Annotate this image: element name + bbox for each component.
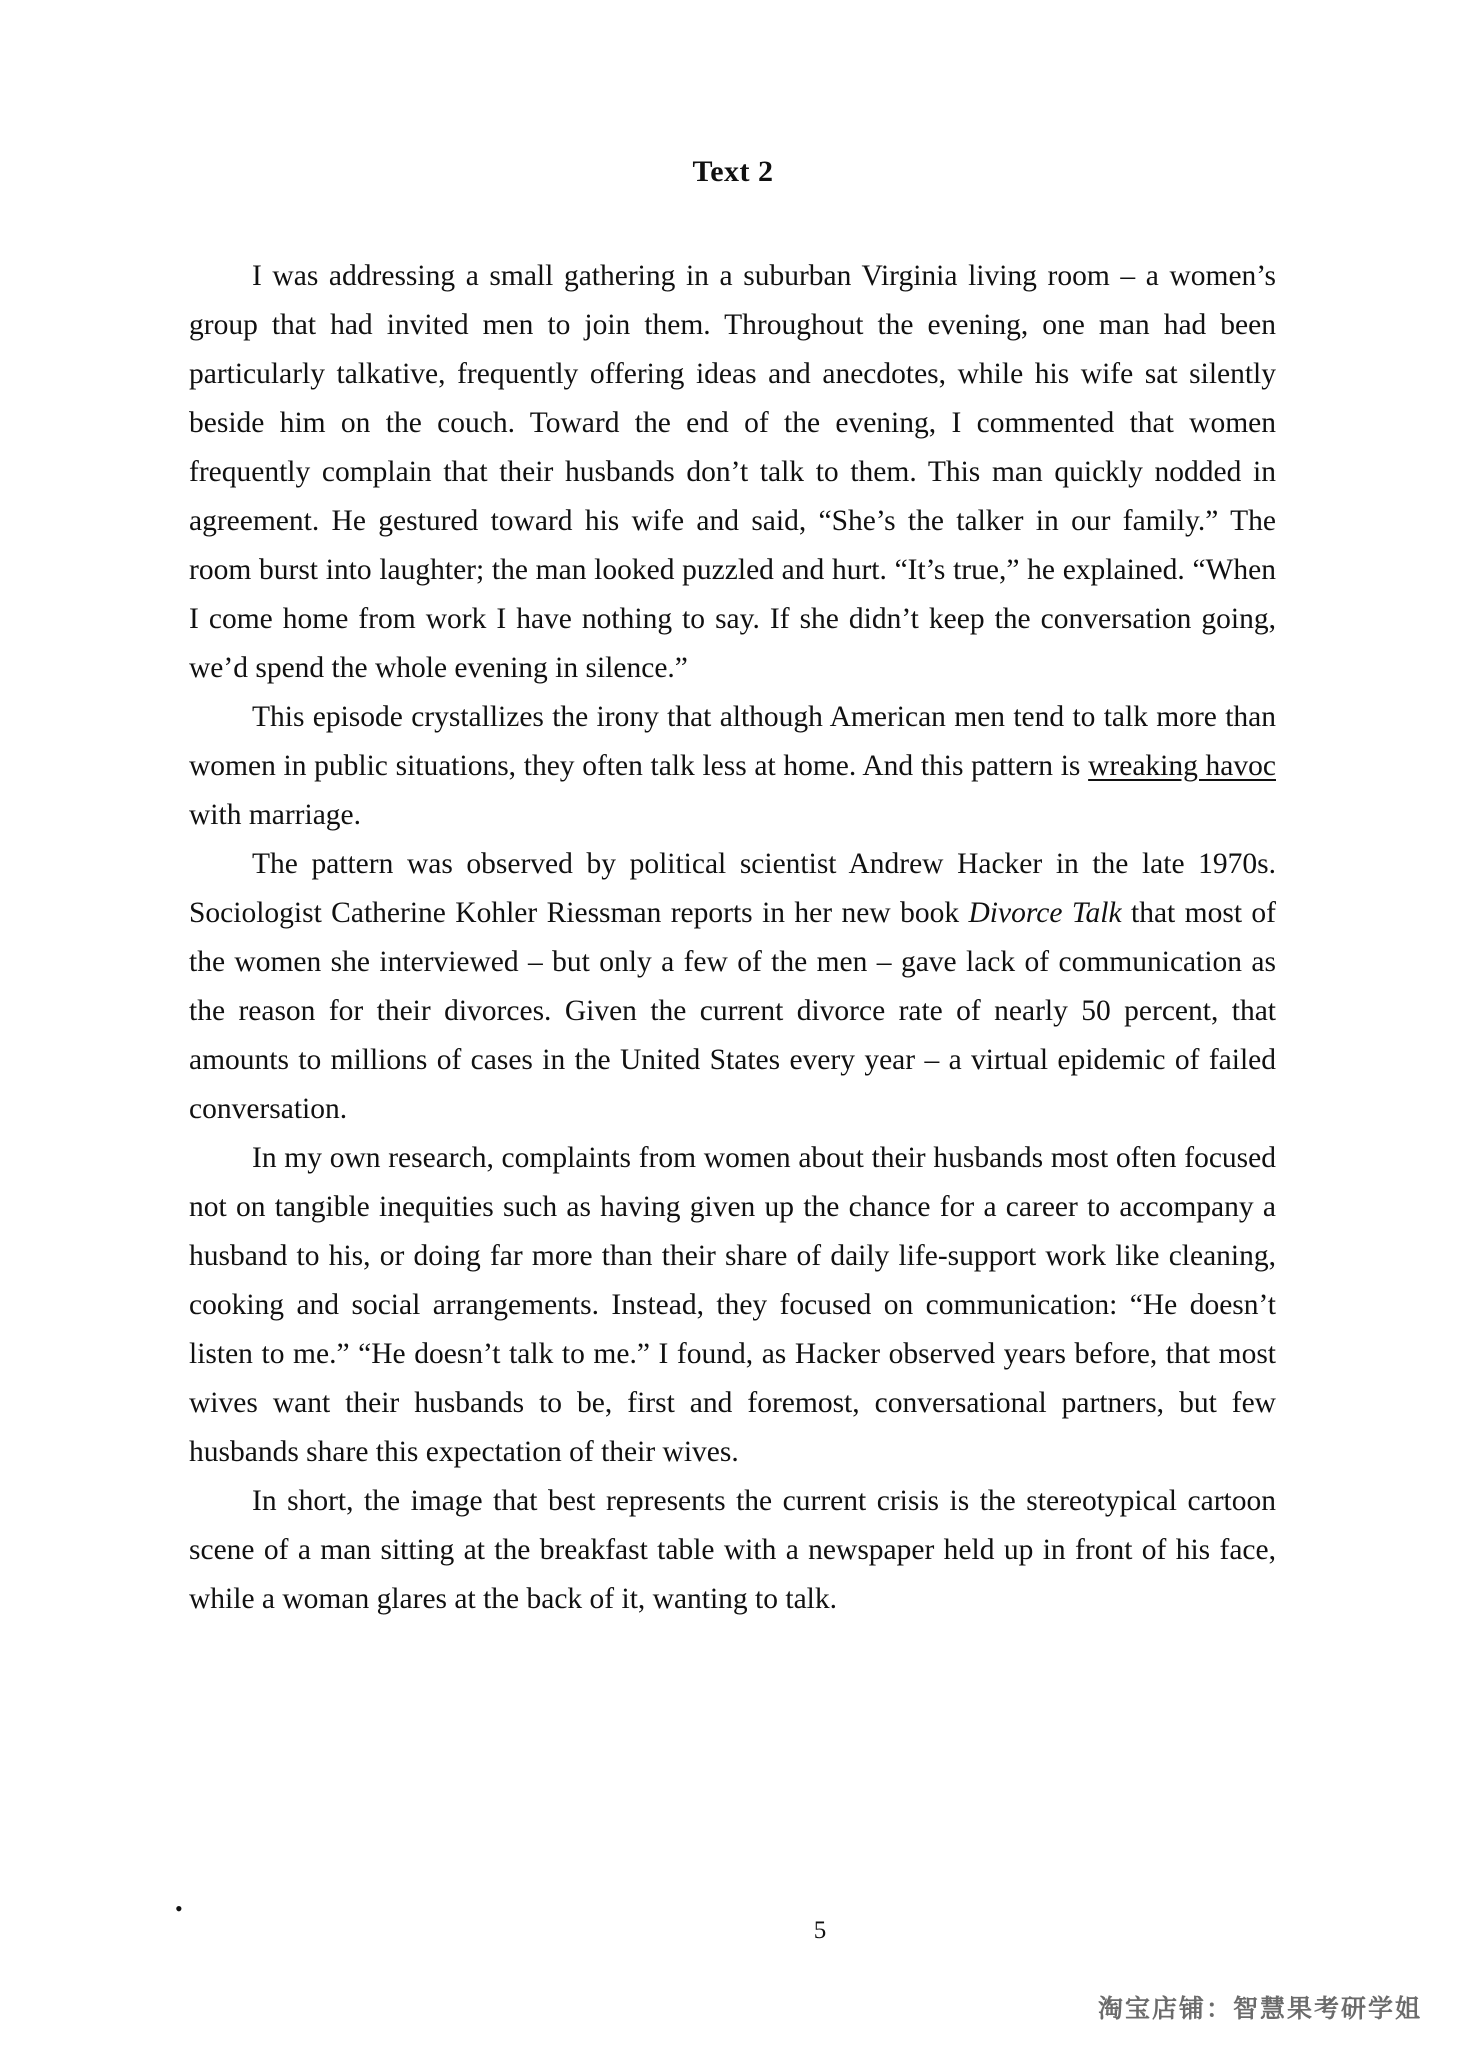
bullet-mark: • — [175, 1896, 183, 1921]
paragraph-3-before: The pattern was observed by political scientist Andrew Hacker in the late 1970s. Sociologist Catherine Kohler Riessman reports in her new book — [189, 848, 1276, 929]
paragraph-3-after: that most of the women she interviewed – but only a few of the men – gave lack of communication as the reason for their divorces. Given the current divorce rate of nearly 50 percent, that amounts to millions of cases in the United States every year – a virtual epidemic of failed conversation. — [189, 897, 1277, 1125]
paragraph-1: I was addressing a small gathering in a suburban Virginia living room – a women’s group that had invited men to join them. Throughout the evening, one man had been particularly talkative, frequently offering ideas and anecdotes, while his wife sat silently beside him on the couch. Toward the end of the evening, I commented that women frequently complain that their husbands don’t talk to them. This man quickly nodded in agreement. He gestured toward his wife and said, “She’s the talker in our family.” The room burst into laughter; the man looked puzzled and hurt. “It’s true,” he explained. “When I come home from work I have nothing to say. If she didn’t keep the conversation going, we’d spend the whole evening in silence.” — [189, 260, 1276, 684]
paragraph-2-after: with marriage. — [189, 799, 362, 831]
underlined-phrase: wreaking havoc — [1088, 750, 1276, 782]
paragraph-2-before: This episode crystallizes the irony that although American men tend to talk more than women in public situations, they often talk less at home. And this pattern is — [189, 701, 1276, 782]
paragraph-2 — [189, 693, 1276, 840]
shop-watermark: 淘宝店铺：智慧果考研学姐 — [1097, 1994, 1422, 2023]
page-number: 5 — [813, 1917, 827, 1944]
page-title: Text 2 — [692, 155, 774, 188]
paragraph-5: In short, the image that best represents the current crisis is the stereotypical cartoon scene of a man sitting at the breakfast table with a newspaper held up in front of his face, while a woman glares at the back of it, wanting to talk. — [189, 1485, 1276, 1615]
book-title: Divorce Talk — [968, 897, 1122, 929]
paragraph-3 — [189, 840, 1276, 1134]
article-body — [189, 252, 1276, 1624]
paragraph-4: In my own research, complaints from women about their husbands most often focused not on tangible inequities such as having given up the chance for a career to accompany a husband to his, or doing far more than their share of daily life-support work like cleaning, cooking and social arrangements. Instead, they focused on communication: “He doesn’t listen to me.” “He doesn’t talk to me.” I found, as Hacker observed years before, that most wives want their husbands to be, first and foremost, conversational partners, but few husbands share this expectation of their wives. — [189, 1142, 1276, 1468]
